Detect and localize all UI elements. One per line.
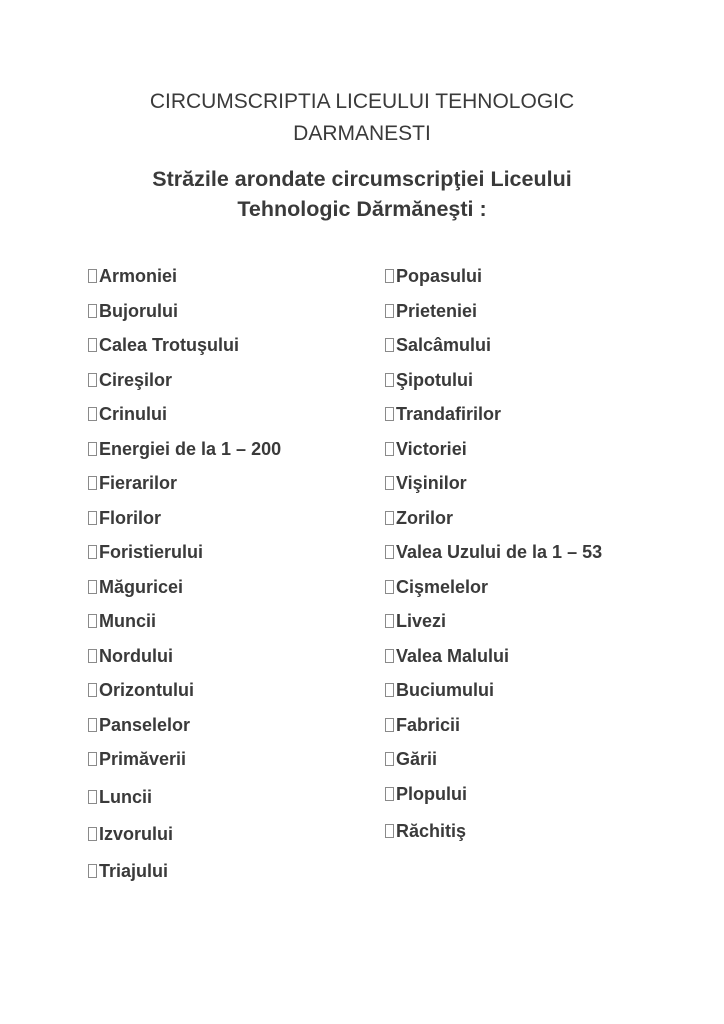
street-list-item [385, 748, 437, 770]
street-list-item [385, 576, 488, 598]
street-list-item [88, 369, 172, 391]
street-list-item [385, 507, 453, 529]
street-name: Măguricei [99, 576, 184, 597]
bullet-box-icon [385, 407, 394, 421]
street-list-item [88, 860, 168, 882]
document-title [60, 86, 664, 150]
street-list-item [88, 823, 173, 845]
title-line-1: CIRCUMSCRIPTIA LICEULUI TEHNOLOGIC [149, 90, 575, 113]
bullet-box-icon [88, 407, 97, 421]
street-name: Primăverii [99, 749, 187, 769]
bullet-box-icon [88, 476, 97, 490]
street-name: Buciumului [396, 680, 494, 700]
bullet-box-icon [385, 683, 394, 697]
street-name: Răchitiş [396, 821, 467, 841]
street-name: Plopului [396, 784, 467, 804]
bullet-box-icon [385, 718, 394, 732]
street-name: Vişinilor [396, 473, 467, 493]
street-list-item [88, 472, 177, 494]
street-name: Florilor [99, 507, 161, 528]
bullet-box-icon [88, 580, 97, 594]
street-name: Luncii [99, 787, 152, 807]
street-name: Popasului [396, 266, 483, 286]
bullet-box-icon [88, 718, 97, 732]
street-name: Prieteniei [396, 300, 478, 321]
street-name: Panselelor [99, 714, 191, 735]
street-list-item [385, 438, 467, 460]
street-list-item [88, 265, 177, 287]
street-name: Muncii [99, 611, 156, 631]
bullet-box-icon [385, 442, 394, 456]
bullet-box-icon [88, 614, 97, 628]
street-list-item [385, 541, 602, 563]
bullet-box-icon [385, 476, 394, 490]
bullet-box-icon [385, 269, 394, 283]
street-list-item [385, 645, 509, 667]
street-list-item [88, 403, 167, 425]
bullet-box-icon [88, 827, 97, 841]
street-list-item [385, 369, 473, 391]
street-list-item [385, 679, 494, 701]
street-name: Nordului [99, 645, 173, 666]
bullet-box-icon [88, 511, 97, 525]
street-list-item [88, 610, 156, 632]
street-list-item [385, 300, 477, 322]
street-name: Fabricii [396, 714, 461, 735]
street-name: Valea Uzului de la 1 – 53 [396, 542, 603, 562]
street-list-item [88, 786, 152, 808]
bullet-box-icon [88, 373, 97, 387]
street-name: Zorilor [396, 507, 453, 528]
street-name: Fierarilor [99, 473, 178, 493]
street-list-item [385, 403, 501, 425]
street-name: Şipotului [396, 369, 473, 390]
street-name: Trandafirilor [396, 404, 502, 424]
bullet-box-icon [88, 338, 97, 352]
street-list-item [88, 438, 281, 460]
bullet-box-icon [385, 649, 394, 663]
document-subtitle [60, 164, 664, 224]
bullet-box-icon [88, 683, 97, 697]
street-name: Calea Trotuşului [99, 335, 240, 355]
bullet-box-icon [385, 545, 394, 559]
street-name: Cişmelelor [396, 576, 489, 597]
title-line-2: DARMANESTI [293, 122, 431, 145]
bullet-box-icon [385, 752, 394, 766]
street-list-item [88, 645, 173, 667]
bullet-box-icon [88, 442, 97, 456]
street-list-item [88, 507, 161, 529]
street-name: Izvorului [99, 824, 174, 844]
street-list-item [88, 334, 239, 356]
street-list-item [385, 472, 467, 494]
street-list-item [88, 576, 183, 598]
street-list-item [88, 679, 194, 701]
street-name: Victoriei [396, 438, 467, 459]
bullet-box-icon [88, 545, 97, 559]
bullet-box-icon [385, 373, 394, 387]
bullet-box-icon [385, 824, 394, 838]
bullet-box-icon [88, 269, 97, 283]
street-list-item [385, 714, 460, 736]
bullet-box-icon [88, 304, 97, 318]
subtitle-line-2: Tehnologic Dărmăneşti : [237, 197, 487, 221]
street-name: Bujorului [99, 300, 178, 321]
street-name: Gării [396, 749, 438, 769]
street-name: Orizontului [99, 680, 194, 700]
street-list-item [88, 300, 178, 322]
bullet-box-icon [385, 338, 394, 352]
street-name: Crinului [99, 404, 167, 424]
bullet-box-icon [88, 790, 97, 804]
bullet-box-icon [385, 614, 394, 628]
bullet-box-icon [385, 304, 394, 318]
bullet-box-icon [88, 649, 97, 663]
street-list-item [385, 820, 466, 842]
bullet-box-icon [88, 752, 97, 766]
street-name: Valea Malului [396, 645, 510, 666]
street-name: Livezi [396, 611, 447, 631]
subtitle-line-1: Străzile arondate circumscripţiei Liceului [152, 167, 572, 191]
bullet-box-icon [385, 511, 394, 525]
street-name: Triajului [99, 861, 169, 881]
street-list-item [88, 748, 186, 770]
street-list-item [88, 714, 190, 736]
bullet-box-icon [88, 864, 97, 878]
street-name: Armoniei [99, 266, 178, 286]
bullet-box-icon [385, 787, 394, 801]
street-name: Salcâmului [396, 335, 492, 355]
street-name: Energiei de la 1 – 200 [99, 438, 282, 459]
bullet-box-icon [385, 580, 394, 594]
street-list-item [385, 783, 467, 805]
street-list-item [88, 541, 203, 563]
street-list-item [385, 334, 491, 356]
street-list-item [385, 610, 446, 632]
street-name: Foristierului [99, 542, 204, 562]
street-list-item [385, 265, 482, 287]
street-name: Cireşilor [99, 369, 173, 390]
